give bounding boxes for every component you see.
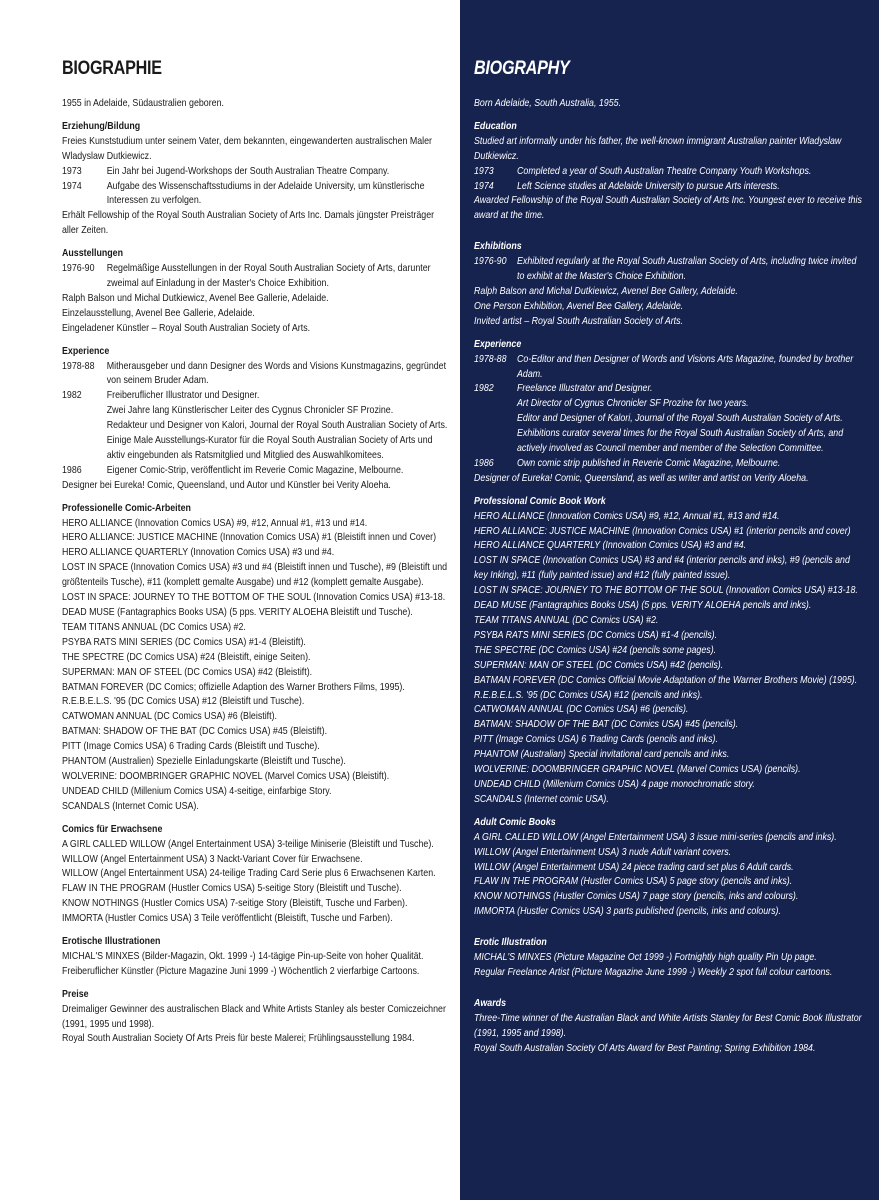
list-item: UNDEAD CHILD (Millenium Comics USA) 4-seitige, einfarbige Story.	[62, 785, 332, 797]
experience-subitem: Redakteur und Designer von Kalori, Journal der Royal South Australian Society of Arts.	[106, 420, 448, 432]
german-education-heading: Erziehung/Bildung	[62, 120, 141, 132]
english-exhibitions-section	[474, 240, 864, 329]
list-item: Royal South Australian Society Of Arts Award for Best Painting; Spring Exhibition 1984.	[474, 1042, 816, 1054]
german-experience-heading: Experience	[62, 345, 110, 357]
german-erotic-heading: Erotische Illustrationen	[62, 936, 161, 948]
list-item: LOST IN SPACE (Innovation Comics USA) #3 und #4 (Bleistift innen und Tusche), #9 (Bleistift und größtenteils Tusche), #11 (komplett gemalte Ausgabe) und #12 (komplett gemalte Ausgabe).	[62, 562, 448, 589]
entry-year: 1973	[474, 165, 494, 177]
english-awards-section	[474, 997, 864, 1057]
english-erotic-heading: Erotic Illustration	[474, 937, 547, 949]
list-item: IMMORTA (Hustler Comics USA) 3 Teile veröffentlicht (Bleistift, Tusche und Farben).	[62, 913, 393, 925]
experience-subitem: Zwei Jahre lang Künstlerischer Leiter des Cygnus Chronicler SF Prozine.	[106, 405, 394, 417]
list-item: SCANDALS (Internet Comic USA).	[62, 800, 199, 812]
english-awards-heading: Awards	[474, 997, 506, 1009]
list-item: KNOW NOTHINGS (Hustler Comics USA) 7-seitige Story (Bleistift, Tusche und Farben).	[62, 898, 408, 910]
list-item: LOST IN SPACE: JOURNEY TO THE BOTTOM OF THE SOUL (Innovation Comics USA) #13-18.	[474, 585, 858, 597]
list-item: MICHAL'S MINXES (Picture Magazine Oct 1999 -) Fortnightly high quality Pin Up page.	[474, 952, 817, 964]
list-item: BATMAN: SHADOW OF THE BAT (DC Comics USA) #45 (Bleistift).	[62, 726, 328, 738]
german-experience-section	[62, 345, 451, 494]
german-experience-entry	[62, 360, 451, 390]
list-item: TEAM TITANS ANNUAL (DC Comics USA) #2.	[62, 621, 246, 633]
list-item: SCANDALS (Internet comic USA).	[474, 793, 609, 805]
list-item: Regular Freelance Artist (Picture Magazine June 1999 -) Weekly 2 spot full colour cartoons.	[474, 966, 833, 978]
german-comics-section	[62, 502, 451, 815]
list-item: Ralph Balson and Michal Dutkiewicz, Avenel Bee Gallery, Adelaide.	[474, 285, 738, 297]
entry-text: Left Science studies at Adelaide University to pursue Arts interests.	[517, 180, 780, 192]
experience-subitem: Einige Male Ausstellungs-Kurator für die Royal South Australian Society of Arts und aktiv eingebunden als Ratsmitglied und Mitglied des Auswahlkomitees.	[106, 435, 433, 461]
list-item: R.E.B.E.L.S. '95 (DC Comics USA) #12 (pencils and inks).	[474, 689, 703, 701]
german-erotic-section	[62, 935, 451, 980]
german-exhibitions-entry	[62, 262, 451, 292]
english-experience-entry	[474, 382, 864, 397]
english-title: BIOGRAPHY	[474, 58, 570, 79]
list-item: MICHAL'S MINXES (Bilder-Magazin, Okt. 1999 -) 14-tägige Pin-up-Seite von hoher Qualität.	[62, 950, 424, 962]
english-education-footer: Awarded Fellowship of the Royal South Australian Society of Arts Inc. Youngest ever to receive this award at the time.	[474, 195, 862, 222]
entry-year: 1974	[62, 180, 82, 192]
entry-text: Freiberuflicher Illustrator und Designer.	[106, 390, 260, 402]
german-awards-heading: Preise	[62, 988, 89, 1000]
list-item: PHANTOM (Australien) Spezielle Einladungskarte (Bleistift und Tusche).	[62, 756, 346, 768]
list-item: Einzelausstellung, Avenel Bee Gallerie, Adelaide.	[62, 307, 255, 319]
german-intro: 1955 in Adelaide, Südaustralien geboren.	[62, 98, 224, 109]
german-experience-entry	[62, 464, 451, 479]
list-item: One Person Exhibition, Avenel Bee Gallery, Adelaide.	[474, 300, 684, 312]
entry-year: 1974	[474, 180, 494, 192]
list-item: A GIRL CALLED WILLOW (Angel Entertainment USA) 3 issue mini-series (pencils and inks).	[474, 831, 837, 843]
list-item: HERO ALLIANCE (Innovation Comics USA) #9, #12, Annual #1, #13 and #14.	[474, 510, 780, 522]
list-item: Royal South Australian Society Of Arts Preis für beste Malerei; Frühlingsausstellung 1984.	[62, 1033, 415, 1045]
english-education-entry	[474, 165, 864, 180]
entry-text: Eigener Comic-Strip, veröffentlicht im Reverie Comic Magazine, Melbourne.	[106, 464, 404, 476]
entry-text: Mitherausgeber und dann Designer des Words and Visions Kunstmagazins, gegründet von seinem Bruder Adam.	[106, 360, 447, 387]
list-item: HERO ALLIANCE: JUSTICE MACHINE (Innovation Comics USA) #1 (Bleistift innen und Cover)	[62, 532, 437, 544]
german-education-entry	[62, 180, 451, 210]
english-experience-section	[474, 338, 864, 487]
list-item: DEAD MUSE (Fantagraphics Books USA) (5 pps. VERITY ALOEHA Bleistift und Tusche).	[62, 607, 413, 618]
list-item: WILLOW (Angel Entertainment USA) 3 Nackt-Variant Cover für Erwachsene.	[62, 853, 363, 865]
english-intro: Born Adelaide, South Australia, 1955.	[474, 98, 622, 109]
german-title: BIOGRAPHIE	[62, 58, 162, 79]
english-experience-footer: Designer of Eureka! Comic, Queensland, as well as writer and artist on Verity Aloeha.	[474, 472, 809, 484]
entry-year: 1986	[474, 457, 494, 469]
entry-text: Freelance Illustrator and Designer.	[517, 383, 653, 395]
list-item: BATMAN FOREVER (DC Comics Official Movie Adaptation of the Warner Brothers Movie) (1995).	[474, 674, 858, 686]
list-item: SUPERMAN: MAN OF STEEL (DC Comics USA) #42 (pencils).	[474, 659, 724, 671]
german-comics-heading: Professionelle Comic-Arbeiten	[62, 502, 191, 514]
list-item: BATMAN: SHADOW OF THE BAT (DC Comics USA) #45 (pencils).	[474, 719, 739, 731]
english-education-text: Studied art informally under his father, the well-known immigrant Australian painter Wladyslaw Dutkiewicz.	[474, 135, 842, 162]
list-item: LOST IN SPACE: JOURNEY TO THE BOTTOM OF THE SOUL (Innovation Comics USA) #13-18.	[62, 592, 446, 604]
list-item: WOLVERINE: DOOMBRINGER GRAPHIC NOVEL (Marvel Comics USA) (Bleistift).	[62, 770, 390, 782]
list-item: WILLOW (Angel Entertainment USA) 3 nude Adult variant covers.	[474, 846, 732, 858]
list-item: UNDEAD CHILD (Millenium Comics USA) 4 page monochromatic story.	[474, 778, 755, 790]
list-item: SUPERMAN: MAN OF STEEL (DC Comics USA) #42 (Bleistift).	[62, 666, 313, 678]
list-item: Three-Time winner of the Australian Black and White Artists Stanley for Best Comic Book Illustrator (1991, 1995 and 1998).	[474, 1012, 862, 1039]
list-item: Invited artist – Royal South Australian Society of Arts.	[474, 315, 684, 327]
list-item: R.E.B.E.L.S. '95 (DC Comics USA) #12 (Bleistift und Tusche).	[62, 696, 305, 708]
list-item: HERO ALLIANCE: JUSTICE MACHINE (Innovation Comics USA) #1 (interior pencils and cover)	[474, 525, 851, 537]
list-item: PITT (Image Comics USA) 6 Trading Cards (pencils and inks).	[474, 734, 718, 746]
entry-text: Completed a year of South Australian Theatre Company Youth Workshops.	[517, 165, 812, 177]
english-comics-heading: Professional Comic Book Work	[474, 495, 606, 507]
entry-year: 1982	[62, 390, 82, 402]
german-adult-heading: Comics für Erwachsene	[62, 823, 163, 835]
german-exhibitions-section	[62, 247, 451, 336]
english-column	[460, 0, 879, 1200]
english-experience-heading: Experience	[474, 338, 522, 350]
list-item: HERO ALLIANCE QUARTERLY (Innovation Comics USA) #3 und #4.	[62, 547, 335, 559]
list-item: THE SPECTRE (DC Comics USA) #24 (pencils some pages).	[474, 644, 717, 656]
german-body	[62, 97, 451, 1047]
english-education-section	[474, 120, 864, 224]
english-adult-section	[474, 816, 864, 920]
german-exhibitions-heading: Ausstellungen	[62, 248, 124, 260]
list-item: FLAW IN THE PROGRAM (Hustler Comics USA) 5-seitige Story (Bleistift und Tusche).	[62, 883, 402, 895]
entry-text: Aufgabe des Wissenschaftsstudiums in der Adelaide University, um künstlerische Interessen zu verfolgen.	[106, 180, 425, 207]
entry-year: 1976-90	[62, 263, 95, 275]
entry-text: Co-Editor and then Designer of Words and Visions Arts Magazine, founded by brother Adam.	[517, 353, 854, 380]
english-body	[474, 97, 864, 1056]
entry-text: Own comic strip published in Reverie Comic Magazine, Melbourne.	[517, 457, 781, 469]
english-erotic-section	[474, 936, 864, 981]
entry-year: 1982	[474, 383, 494, 395]
list-item: LOST IN SPACE (Innovation Comics USA) #3 and #4 (interior pencils and inks), #9 (pencils and key Inking), #11 (fully painted issue) and #12 (fully painted issue).	[474, 555, 850, 582]
entry-year: 1978-88	[474, 353, 507, 365]
list-item: A GIRL CALLED WILLOW (Angel Entertainment USA) 3-teilige Miniserie (Bleistift und Tusche).	[62, 838, 434, 850]
list-item: WILLOW (Angel Entertainment USA) 24 piece trading card set plus 6 Adult cards.	[474, 861, 794, 873]
list-item: CATWOMAN ANNUAL (DC Comics USA) #6 (pencils).	[474, 704, 689, 716]
german-adult-section	[62, 823, 451, 927]
list-item: PITT (Image Comics USA) 6 Trading Cards (Bleistift und Tusche).	[62, 741, 320, 753]
list-item: Dreimaliger Gewinner des australischen Black and White Artists Stanley als bester Comiczeichner (1991, 1995 und 1998).	[62, 1003, 446, 1030]
entry-text: Exhibited regularly at the Royal South Australian Society of Arts, including twice invited to exhibit at the Master's Choice Exhibition.	[517, 256, 857, 283]
experience-subitem: Exhibitions curator several times for the Royal South Australian Society of Arts, and actively involved as Council member and member of the Selection Committee.	[517, 428, 844, 455]
entry-year: 1978-88	[62, 360, 95, 372]
list-item: WOLVERINE: DOOMBRINGER GRAPHIC NOVEL (Marvel Comics USA) (pencils).	[474, 764, 801, 776]
list-item: Eingeladener Künstler – Royal South Australian Society of Arts.	[62, 322, 311, 334]
experience-subitem: Art Director of Cygnus Chronicler SF Prozine for two years.	[517, 398, 749, 410]
english-adult-heading: Adult Comic Books	[474, 816, 556, 828]
german-education-text: Freies Kunststudium unter seinem Vater, dem bekannten, eingewanderten australischen Maler Wladyslaw Dutkiewicz.	[62, 135, 433, 162]
list-item: HERO ALLIANCE (Innovation Comics USA) #9, #12, Annual #1, #13 und #14.	[62, 517, 368, 529]
list-item: Ralph Balson und Michal Dutkiewicz, Avenel Bee Gallerie, Adelaide.	[62, 292, 329, 304]
list-item: Freiberuflicher Künstler (Picture Magazine Juni 1999 -) Wöchentlich 2 vierfarbige Cartoons.	[62, 965, 420, 977]
english-experience-entry	[474, 457, 864, 472]
list-item: BATMAN FOREVER (DC Comics; offizielle Adaption des Warner Brothers Films, 1995).	[62, 681, 405, 693]
entry-year: 1976-90	[474, 256, 507, 268]
list-item: PSYBA RATS MINI SERIES (DC Comics USA) #1-4 (pencils).	[474, 629, 718, 641]
entry-year: 1986	[62, 464, 82, 476]
english-exhibitions-entry	[474, 255, 864, 285]
german-experience-entry	[62, 389, 451, 404]
entry-year: 1973	[62, 165, 82, 177]
list-item: DEAD MUSE (Fantagraphics Books USA) (5 pps. VERITY ALOEHA pencils and inks).	[474, 600, 812, 612]
list-item: PHANTOM (Australian) Special invitational card pencils and inks.	[474, 749, 730, 761]
list-item: CATWOMAN ANNUAL (DC Comics USA) #6 (Bleistift).	[62, 711, 278, 723]
experience-subitem: Editor and Designer of Kalori, Journal of the Royal South Australian Society of Arts.	[517, 413, 843, 425]
english-education-entry	[474, 180, 864, 195]
german-education-footer: Erhält Fellowship of the Royal South Australian Society of Arts Inc. Damals jüngster Preisträger aller Zeiten.	[62, 210, 435, 237]
list-item: HERO ALLIANCE QUARTERLY (Innovation Comics USA) #3 and #4.	[474, 540, 747, 552]
english-education-heading: Education	[474, 120, 517, 132]
list-item: THE SPECTRE (DC Comics USA) #24 (Bleistift, einige Seiten).	[62, 651, 311, 663]
list-item: FLAW IN THE PROGRAM (Hustler Comics USA) 5 page story (pencils and inks).	[474, 876, 793, 888]
list-item: PSYBA RATS MINI SERIES (DC Comics USA) #1-4 (Bleistift).	[62, 636, 306, 648]
list-item: KNOW NOTHINGS (Hustler Comics USA) 7 page story (pencils, inks and colours).	[474, 891, 799, 903]
english-comics-section	[474, 495, 864, 808]
german-awards-section	[62, 988, 451, 1048]
english-exhibitions-heading: Exhibitions	[474, 241, 522, 253]
german-education-section	[62, 120, 451, 239]
english-experience-entry	[474, 353, 864, 383]
list-item: TEAM TITANS ANNUAL (DC Comics USA) #2.	[474, 615, 659, 626]
list-item: WILLOW (Angel Entertainment USA) 24-teilige Trading Card Serie plus 6 Erwachsenen Karten.	[62, 868, 436, 880]
german-experience-footer: Designer bei Eureka! Comic, Queensland, und Autor und Künstler bei Verity Aloeha.	[62, 479, 391, 491]
list-item: IMMORTA (Hustler Comics USA) 3 parts published (pencils, inks and colours).	[474, 906, 781, 918]
german-education-entry	[62, 165, 451, 180]
entry-text: Regelmäßige Ausstellungen in der Royal South Australian Society of Arts, darunter zweimal auf Einladung in der Master's Choice Exhibition.	[106, 263, 431, 289]
entry-text: Ein Jahr bei Jugend-Workshops der South Australian Theatre Company.	[106, 165, 390, 177]
